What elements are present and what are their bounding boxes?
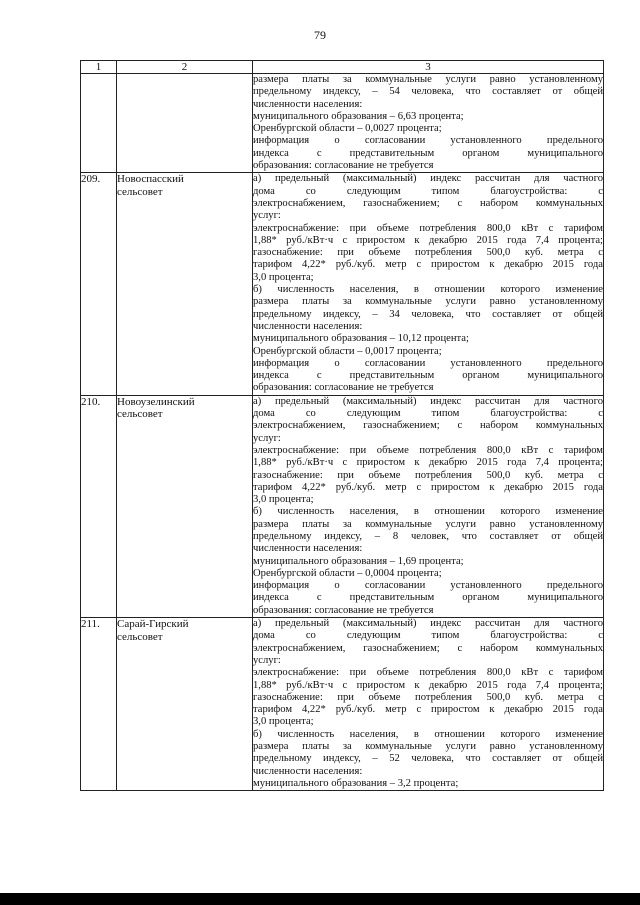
description-line: электроснабжением, газоснабжением; с набором коммунальных xyxy=(253,420,603,432)
row-number: 209. xyxy=(81,173,117,395)
description-line: дома со следующим типом благоустройства: с xyxy=(253,408,603,420)
municipality-name xyxy=(117,618,253,791)
description-line: информация о согласовании установленного предельного xyxy=(253,580,603,592)
column-header-2: 2 xyxy=(117,61,253,74)
table-header-row xyxy=(81,61,604,74)
municipality-name xyxy=(117,395,253,617)
index-description xyxy=(253,74,604,173)
description-line: газоснабжение: при объеме потребления 500,0 куб. метра с xyxy=(253,691,603,703)
description-line: 1,88* руб./кВт·ч с приростом к декабрю 2015 года 7,4 процента; xyxy=(253,234,603,246)
row-number: 210. xyxy=(81,395,117,617)
municipality-name xyxy=(117,74,253,173)
description-line: б) численность населения, в отношении которого изменение xyxy=(253,506,603,518)
municipality-name-line: Сарай-Гирский xyxy=(117,618,189,631)
description-line: Оренбургской области – 0,0004 процента; xyxy=(253,567,442,579)
description-line: предельному индексу, – 34 человека, что составляет от общей xyxy=(253,308,603,320)
column-header-3: 3 xyxy=(253,61,604,74)
description-line: размера платы за коммунальные услуги равно установленному xyxy=(253,741,603,753)
description-line: электроснабжением, газоснабжением; с набором коммунальных xyxy=(253,642,603,654)
description-line: информация о согласовании установленного предельного xyxy=(253,357,603,369)
description-line: численности населения: xyxy=(253,765,363,777)
index-description xyxy=(253,395,604,617)
description-line: а) предельный (максимальный) индекс рассчитан для частного xyxy=(253,395,603,407)
description-line: численности населения: xyxy=(253,543,363,555)
description-line: образования: согласование не требуется xyxy=(253,382,434,394)
description-line: 3,0 процента; xyxy=(253,716,314,728)
description-line: муниципального образования – 1,69 процента; xyxy=(253,555,464,567)
description-line: электроснабжение: при объеме потребления 800,0 кВт с тарифом xyxy=(253,667,603,679)
description-line: образования: согласование не требуется xyxy=(253,160,434,172)
description-line: численности населения: xyxy=(253,98,363,110)
description-line: тарифом 4,22* руб./куб. метр с приростом к декабрю 2015 года xyxy=(253,481,603,493)
table-row xyxy=(81,74,604,173)
tariff-index-table xyxy=(80,60,604,791)
description-line: 1,88* руб./кВт·ч с приростом к декабрю 2015 года 7,4 процента; xyxy=(253,457,603,469)
municipality-name-line: сельсовет xyxy=(117,185,163,198)
table-row xyxy=(81,395,604,617)
description-line: электроснабжение: при объеме потребления 800,0 кВт с тарифом xyxy=(253,444,603,456)
description-line: 1,88* руб./кВт·ч с приростом к декабрю 2015 года 7,4 процента; xyxy=(253,679,603,691)
description-line: услуг: xyxy=(253,432,281,444)
description-line: тарифом 4,22* руб./куб. метр с приростом к декабрю 2015 года xyxy=(253,259,603,271)
description-line: дома со следующим типом благоустройства: с xyxy=(253,185,603,197)
description-line: услуг: xyxy=(253,654,281,666)
column-header-1: 1 xyxy=(81,61,117,74)
description-line: предельному индексу, – 8 человек, что составляет от общей xyxy=(253,530,603,542)
table-row xyxy=(81,173,604,395)
description-line: муниципального образования – 10,12 процента; xyxy=(253,333,469,345)
index-description xyxy=(253,173,604,395)
municipality-name-line: Новоузелинский xyxy=(117,395,195,408)
description-line: б) численность населения, в отношении которого изменение xyxy=(253,284,603,296)
table-body xyxy=(81,74,604,791)
description-line: муниципального образования – 3,2 процента; xyxy=(253,777,459,789)
description-line: 3,0 процента; xyxy=(253,271,314,283)
description-line: индекса с представительным органом муниципального xyxy=(253,370,603,382)
description-line: услуг: xyxy=(253,210,281,222)
municipality-name xyxy=(117,173,253,395)
description-line: предельному индексу, – 54 человека, что составляет от общей xyxy=(253,86,603,98)
description-line: информация о согласовании установленного предельного xyxy=(253,135,603,147)
description-line: предельному индексу, – 52 человека, что составляет от общей xyxy=(253,753,603,765)
description-line: размера платы за коммунальные услуги равно установленному xyxy=(253,296,603,308)
description-line: электроснабжением, газоснабжением; с набором коммунальных xyxy=(253,197,603,209)
description-line: Оренбургской области – 0,0017 процента; xyxy=(253,345,442,357)
row-number: 211. xyxy=(81,618,117,791)
description-line: образования: согласование не требуется xyxy=(253,604,434,616)
description-line: размера платы за коммунальные услуги равно установленному xyxy=(253,74,603,85)
table-row xyxy=(81,618,604,791)
description-line: б) численность населения, в отношении которого изменение xyxy=(253,728,603,740)
description-line: газоснабжение: при объеме потребления 500,0 куб. метра с xyxy=(253,469,603,481)
description-line: а) предельный (максимальный) индекс рассчитан для частного xyxy=(253,173,603,185)
municipality-name-line: Новоспасский xyxy=(117,173,184,186)
description-line: газоснабжение: при объеме потребления 500,0 куб. метра с xyxy=(253,247,603,259)
row-number xyxy=(81,74,117,173)
description-line: 3,0 процента; xyxy=(253,494,314,506)
description-line: размера платы за коммунальные услуги равно установленному xyxy=(253,518,603,530)
description-line: муниципального образования – 6,63 процента; xyxy=(253,110,464,122)
municipality-name-line: сельсовет xyxy=(117,630,163,643)
description-line: индекса с представительным органом муниципального xyxy=(253,592,603,604)
description-line: численности населения: xyxy=(253,320,363,332)
index-description xyxy=(253,618,604,791)
description-line: а) предельный (максимальный) индекс рассчитан для частного xyxy=(253,618,603,630)
description-line: электроснабжение: при объеме потребления 800,0 кВт с тарифом xyxy=(253,222,603,234)
description-line: Оренбургской области – 0,0027 процента; xyxy=(253,123,442,135)
description-line: индекса с представительным органом муниципального xyxy=(253,147,603,159)
scan-bottom-edge xyxy=(0,893,640,905)
municipality-name-line: сельсовет xyxy=(117,408,163,421)
page-number: 79 xyxy=(314,28,326,42)
description-line: дома со следующим типом благоустройства: с xyxy=(253,630,603,642)
description-line: тарифом 4,22* руб./куб. метр с приростом к декабрю 2015 года xyxy=(253,704,603,716)
